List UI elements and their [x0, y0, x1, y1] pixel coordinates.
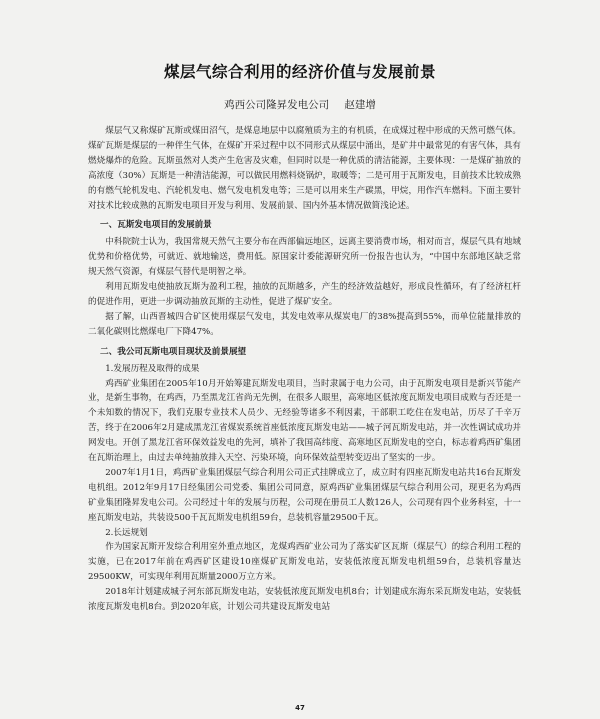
article-title: 煤层气综合利用的经济价值与发展前景 [163, 63, 436, 81]
section-1-paragraph: 利用瓦斯发电使抽放瓦斯为盈利工程，抽放的瓦斯越多，产生的经济效益越好，形成良性循环，有了经济杠杆的促进作用，更进一步调动抽放瓦斯的主动性，促进了煤矿安全。 [88, 282, 521, 307]
intro-paragraph: 煤层气又称煤矿瓦斯或煤田沼气，是煤息地层中以腐殖质为主的有机质，在成煤过程中形成的天然可燃气体。煤矿瓦斯是煤层的一种伴生气体，在煤矿开采过程中以不同形式从煤层中涌出，是矿井中最常见的有害气体，具有燃烧爆炸的危险。瓦斯虽然对人类产生危害及灾难，但同时以是一种优质的清洁能源，主要体现：一是煤矿抽放的高浓度（30%）瓦斯是一种清洁能源，可以做民用燃料烧锅炉，取暖等；二是可用于瓦斯发电，目前技术比较成熟的有燃气轮机发电、汽轮机发电、燃气发电机发电等；三是可以用来生产碳黑，甲烷，用作汽车燃料。下面主要针对技术比较成熟的瓦斯发电项目开发与利用、发展前景、国内外基本情况做简浅论述。 [88, 126, 521, 211]
subsection-2-paragraph: 作为国家瓦斯开发综合利用室外重点地区，龙煤鸡西矿业公司为了落实矿区瓦斯（煤层气）的综合利用工程的实施，已在2017年前在鸡西矿区建设10座煤矿瓦斯发电站，安装低浓度瓦斯发电机组59台，总装机容量达29500KW，可实现年利用瓦斯量2000万立方米。 [88, 542, 521, 583]
section-1-heading: 一、瓦斯发电项目的发展前景 [100, 220, 212, 231]
section-2-heading: 二、我公司瓦斯电项目现状及前景展望 [100, 346, 247, 357]
page-number: 47 [295, 704, 305, 712]
section-1-paragraph: 据了解，山西晋城四合矿区使用煤层气发电，其发电效率从煤炭电厂的38%提高到55%，而单位能量排放的二氧化碳则比燃煤电厂下降47%。 [88, 311, 521, 337]
subsection-2-heading: 2.长远规划 [105, 527, 148, 538]
subsection-1-heading: 1.发展历程及取得的成果 [105, 363, 200, 374]
article-body [88, 124, 521, 615]
subsection-2-paragraph: 2018年计划建成城子河东部瓦斯发电站，安装低浓度瓦斯发电机8台；计划建成东海东采瓦斯发电站，安装低浓度瓦斯发电机8台。到2020年底，计划公司共建设瓦斯发电站 [88, 587, 521, 613]
subsection-1-paragraph: 鸡西矿业集团在2005年10月开始筹建瓦斯发电项目，当时隶属于电力公司，由于瓦斯发电项目是新兴节能产业，是新生事物，在鸡西，乃至黑龙江省尚无先例，在很多人眼里，高寒地区低浓度瓦斯发电项目成败与否还是一个未知数的情况下，我们克服专业技术人员少、无经验等诸多不利因素，干部职工吃住在发电站，历尽了千辛万苦，终于在2006年2月建成黑龙江省煤炭系统首座低浓度瓦斯发电站——城子河瓦斯发电站，并一次性调试成功并网发电。开创了黑龙江省环保效益发电的先河，填补了我国高纬度、高寒地区瓦斯发电的空白，标志着鸡西矿集团在瓦斯治理上，由过去单纯抽放排入天空、污染环境，向环保效益型转变迈出了坚实的一步。 [88, 378, 521, 464]
section-1-paragraph: 中科院院士认为，我国常规天然气主要分布在西部偏远地区，远离主要消费市场，相对而言，煤层气具有地域优势和价格优势，可就近、就地输送，费用低。原国家计委能源研究所一份报告也认为，“中国中东部地区缺乏常规天然气资源，有煤层气替代是明智之举。 [88, 237, 521, 278]
author-line [0, 97, 600, 112]
author-affiliation: 鸡西公司隆昇发电公司 [224, 99, 330, 111]
subsection-1-paragraph: 2007年1月1日，鸡西矿业集团煤层气综合利用公司正式挂牌成立了，成立时有四座瓦斯发电站共16台瓦斯发电机组。2012年9月17日经集团公司党委、集团公司同意，原鸡西矿业集团煤层气综合利用公司，现更名为鸡西矿业集团隆昇发电公司。公司经过十年的发展与历程，公司现在册员工人数126人，公司现有四个业务科室，十一座瓦斯发电站，共装设500千瓦瓦斯发电机组59台，总装机容量29500千瓦。 [88, 467, 521, 523]
author-name: 赵建增 [344, 99, 376, 111]
